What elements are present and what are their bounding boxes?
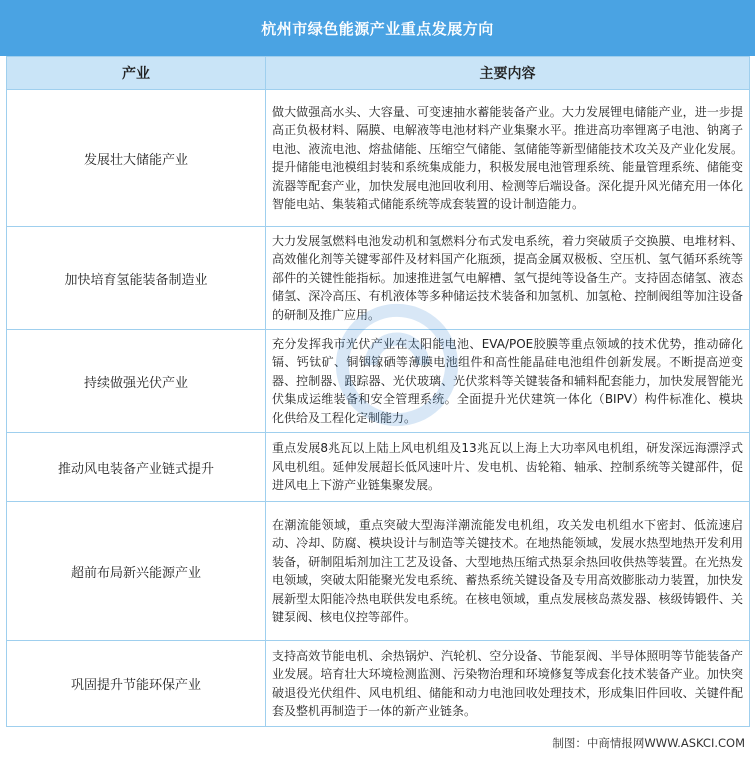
industry-table [6, 56, 750, 727]
industry-cell: 推动风电装备产业链式提升 [7, 433, 266, 502]
content-cell: 重点发展8兆瓦以上陆上风电机组及13兆瓦以上海上大功率风电机组，研发深远海漂浮式风电机组。延伸发展超长低风速叶片、发电机、齿轮箱、轴承、控制系统等关键部件，促进风电上下游产业链集聚发展。 [272, 441, 743, 493]
header-content: 主要内容 [266, 57, 750, 90]
table-row [7, 90, 750, 227]
content-cell: 支持高效节能电机、余热锅炉、汽轮机、空分设备、节能泵阀、半导体照明等节能装备产业发展。培育壮大环境检测监测、污染物治理和环境修复等成套化技术装备产业。加快突破退役光伏组件、风电机组、储能和动力电池回收处理技术，形成集旧件回收、关键件配套及整机再制造于一体的新产业链条。 [272, 648, 743, 718]
source-credit: 制图：中商情报网WWW.ASKCI.COM [552, 736, 745, 750]
content-cell: 做大做强高水头、大容量、可变速抽水蓄能装备产业。大力发展锂电储能产业，进一步提高正负极材料、隔膜、电解液等电池材料产业集聚水平。推进高功率锂离子电池、钠离子电池、液流电池、熔盐储能、压缩空气储能、氢储能等新型储能技术攻关及产业化发展。提升储能电池模组封装和系统集成能力，积极发展电池管理系统、能量管理系统、储能变流器等配套产业，加快发展电池回收利用、检测等后端设备。深化提升风光储充用一体化智能电站、集装箱式储能系统等成套装置的设计制造能力。 [272, 104, 743, 211]
page-title: 杭州市绿色能源产业重点发展方向 [0, 0, 755, 56]
industry-cell: 巩固提升节能环保产业 [7, 641, 266, 727]
content-cell: 大力发展氢燃料电池发动机和氢燃料分布式发电系统，着力突破质子交换膜、电堆材料、高效催化剂等关键零部件及材料国产化瓶颈，提高金属双极板、空压机、氢气循环系统等部件的关键性能指标。加速推进氢气电解槽、氢气提纯等设备生产。支持固态储氢、液态储氢、深冷高压、有机液体等多种储运技术装备和加氢机、加氢枪、控制阀组等加注设备的研制及推广应用。 [272, 233, 743, 322]
table-row [7, 502, 750, 641]
header-industry: 产业 [7, 57, 266, 90]
content-cell: 充分发挥我市光伏产业在太阳能电池、EVA/POE胶膜等重点领域的技术优势，推动碲化镉、钙钛矿、铜铟镓硒等薄膜电池组件和高性能晶硅电池组件创新发展。不断提高逆变器、控制器、跟踪器、光伏玻璃、光伏浆料等关键装备和辅料配套能力，加快发展智能光伏集成运维装备和安全管理系统。全面提升光伏建筑一体化（BIPV）构件标准化、模块化供给及工程化定制能力。 [272, 336, 743, 425]
content-cell: 在潮流能领域，重点突破大型海洋潮流能发电机组，攻关发电机组水下密封、低流速启动、冷却、防腐、模块设计与制造等关键技术。在地热能领域，发展水热型地热开发利用装备，研制阻垢剂加注工艺及设备、大型地热压缩式热泵余热回收供热等装置。在光热发电领域，突破太阳能聚光发电系统、蓄热系统关键设备及专用高效膨胀动力装置，加快发展新型太阳能冷热电联供发电系统。在核电领域，重点发展核岛蒸发器、核级铸锻件、关键泵阀、核电仪控等部件。 [272, 517, 743, 624]
industry-cell: 发展壮大储能产业 [7, 90, 266, 227]
table-row [7, 227, 750, 330]
table-row [7, 330, 750, 433]
industry-cell: 超前布局新兴能源产业 [7, 502, 266, 641]
industry-cell: 加快培育氢能装备制造业 [7, 227, 266, 330]
table-row [7, 641, 750, 727]
table-row [7, 433, 750, 502]
table-header-row [7, 57, 750, 90]
industry-cell: 持续做强光伏产业 [7, 330, 266, 433]
